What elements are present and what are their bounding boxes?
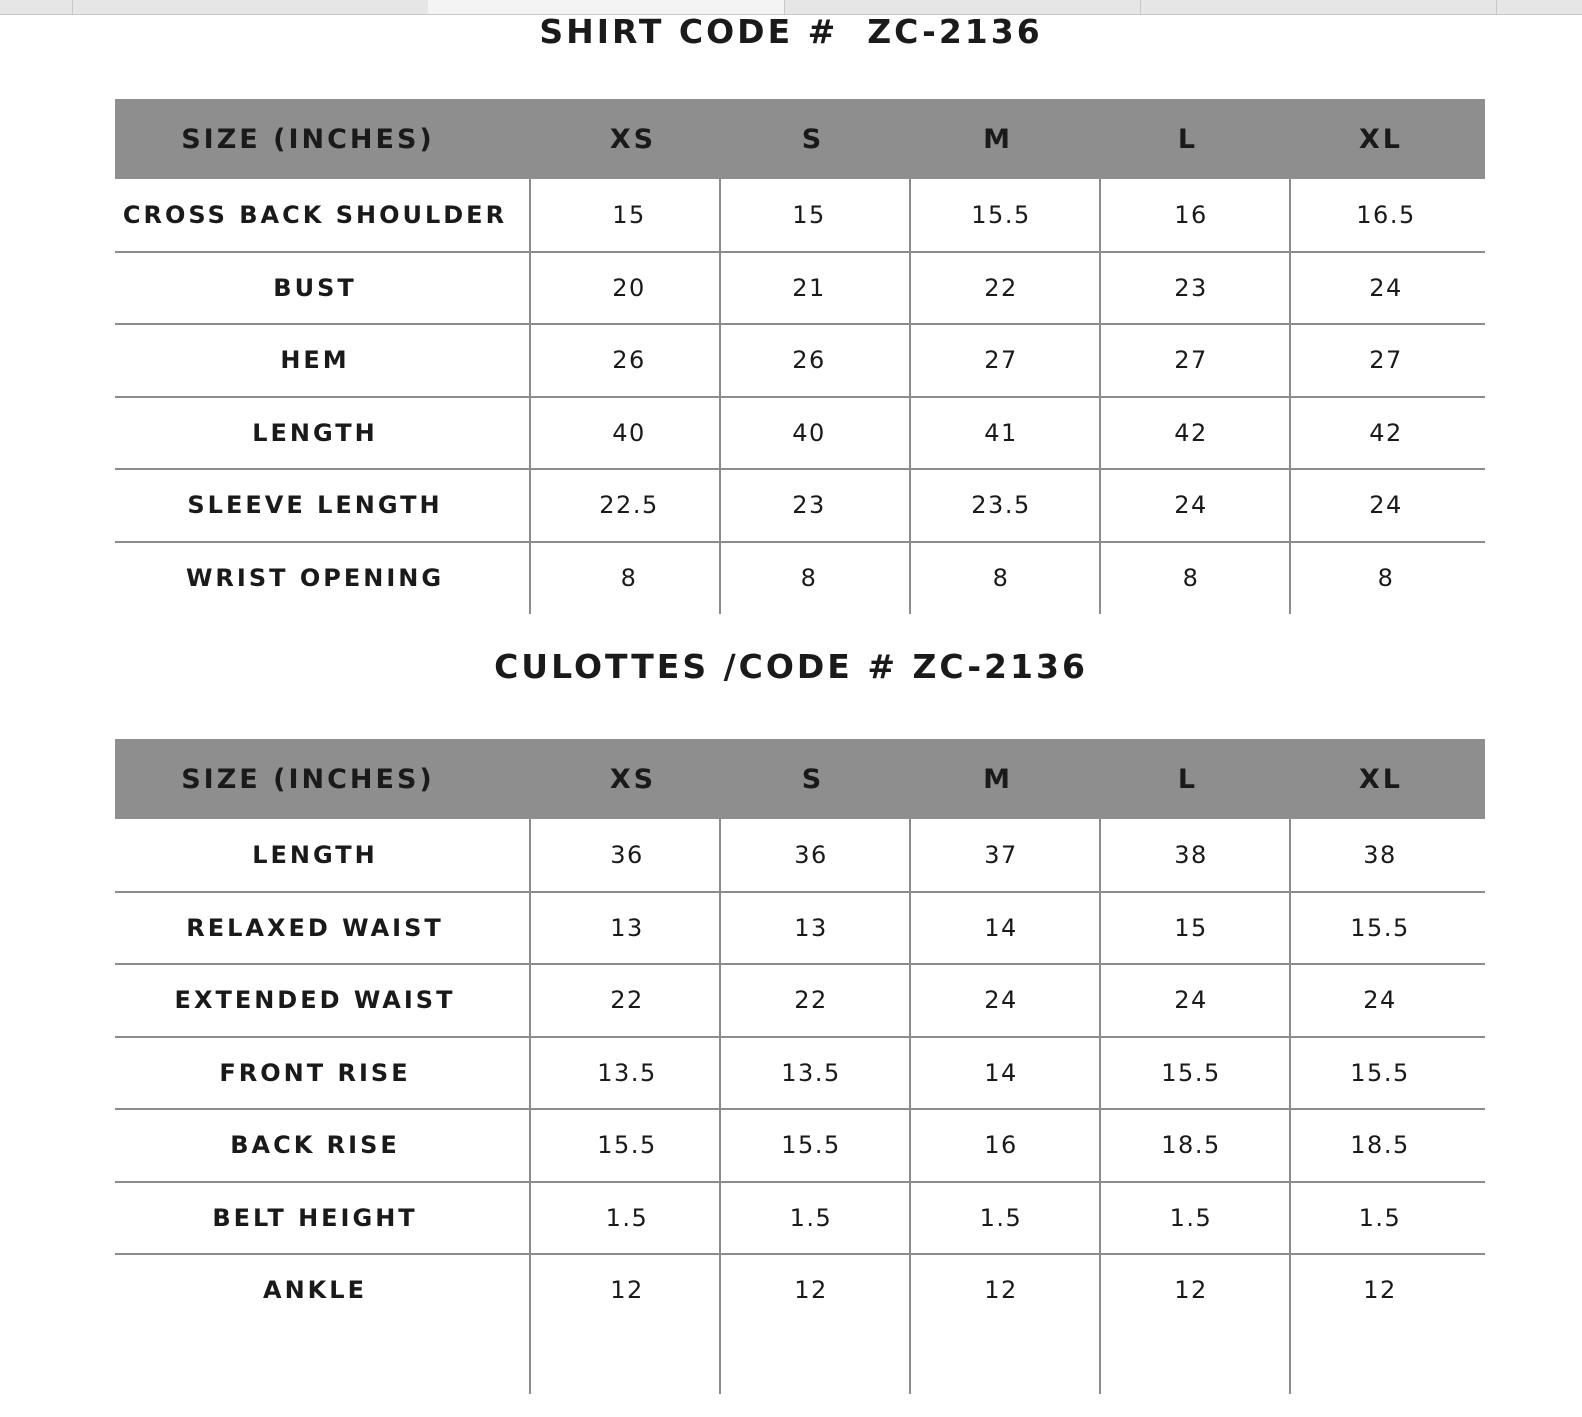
measurement-value: 12 <box>984 1276 1018 1305</box>
measurement-value: 1.5 <box>605 1203 649 1232</box>
measurement-value: 1.5 <box>789 1203 833 1232</box>
measurement-value: 8 <box>992 563 1010 592</box>
measurement-value: 15.5 <box>1350 913 1410 942</box>
measurement-label: WRIST OPENING <box>185 563 445 592</box>
table-row <box>115 397 1485 470</box>
measurement-value: 15 <box>612 201 646 230</box>
measurement-label: FRONT RISE <box>219 1058 411 1087</box>
measurement-value: 23 <box>1174 273 1208 302</box>
measurement-value: 22 <box>794 986 828 1015</box>
measurement-value: 20 <box>612 273 646 302</box>
measurement-label: ANKLE <box>263 1276 367 1305</box>
table-row <box>115 252 1485 325</box>
table-row <box>115 1109 1485 1182</box>
size-column-header: XS <box>609 123 657 155</box>
measurement-value: 15.5 <box>1350 1058 1410 1087</box>
measurement-label: HEM <box>280 346 350 375</box>
measurement-value: 40 <box>792 418 826 447</box>
measurement-value: 15 <box>792 201 826 230</box>
measurement-value: 38 <box>1363 841 1397 870</box>
measurement-value: 27 <box>984 346 1018 375</box>
measurement-value: 15.5 <box>597 1131 657 1160</box>
measurement-value: 23 <box>792 491 826 520</box>
header-row <box>115 99 1485 179</box>
size-column-header: M <box>983 123 1013 155</box>
measurement-value: 24 <box>984 986 1018 1015</box>
header-row <box>115 739 1485 819</box>
measurement-label: RELAXED WAIST <box>186 913 444 942</box>
measurement-value: 16.5 <box>1356 201 1416 230</box>
measurement-value: 38 <box>1174 841 1208 870</box>
table-row <box>115 892 1485 965</box>
measurement-value: 36 <box>794 841 828 870</box>
table-row <box>115 819 1485 892</box>
table-row <box>115 964 1485 1037</box>
measurement-value: 21 <box>792 273 826 302</box>
measurement-value: 1.5 <box>1358 1203 1402 1232</box>
measurement-label: CROSS BACK SHOULDER <box>122 201 508 230</box>
measurement-value: 27 <box>1369 346 1403 375</box>
measurement-value: 12 <box>1363 1276 1397 1305</box>
measurement-value: 12 <box>1174 1276 1208 1305</box>
table-row <box>115 179 1485 252</box>
measurement-value: 13 <box>794 913 828 942</box>
measurement-value: 16 <box>984 1131 1018 1160</box>
measurement-value: 12 <box>610 1276 644 1305</box>
shirt-size-table <box>115 99 1485 614</box>
size-column-header: L <box>1177 123 1199 155</box>
measurement-value: 24 <box>1174 986 1208 1015</box>
measurement-value: 8 <box>1182 563 1200 592</box>
measurement-label: BUST <box>273 273 357 302</box>
table-row <box>115 469 1485 542</box>
size-header: SIZE (INCHES) <box>181 763 435 795</box>
measurement-value: 24 <box>1369 273 1403 302</box>
measurement-value: 14 <box>984 1058 1018 1087</box>
size-column-header: M <box>983 763 1013 795</box>
measurement-label: BELT HEIGHT <box>212 1203 418 1232</box>
measurement-label: BACK RISE <box>230 1131 400 1160</box>
measurement-value: 16 <box>1174 201 1208 230</box>
measurement-value: 8 <box>620 563 638 592</box>
size-column-header: L <box>1177 763 1199 795</box>
measurement-value: 42 <box>1369 418 1403 447</box>
measurement-value: 36 <box>610 841 644 870</box>
measurement-value: 15.5 <box>971 201 1031 230</box>
measurement-value: 24 <box>1369 491 1403 520</box>
measurement-value: 13.5 <box>781 1058 841 1087</box>
measurement-value: 18.5 <box>1350 1131 1410 1160</box>
measurement-value: 8 <box>800 563 818 592</box>
measurement-value: 13.5 <box>597 1058 657 1087</box>
measurement-value: 40 <box>612 418 646 447</box>
measurement-value: 18.5 <box>1161 1131 1221 1160</box>
table-row <box>115 1037 1485 1110</box>
measurement-label: EXTENDED WAIST <box>174 986 456 1015</box>
measurement-value: 1.5 <box>979 1203 1023 1232</box>
measurement-value: 22.5 <box>599 491 659 520</box>
culottes-size-table <box>115 739 1485 1394</box>
measurement-value: 13 <box>610 913 644 942</box>
measurement-value: 24 <box>1174 491 1208 520</box>
measurement-value: 22 <box>984 273 1018 302</box>
table-row <box>115 1254 1485 1327</box>
measurement-value: 27 <box>1174 346 1208 375</box>
measurement-value: 22 <box>610 986 644 1015</box>
measurement-value: 15.5 <box>781 1131 841 1160</box>
measurement-value: 42 <box>1174 418 1208 447</box>
shirt-title: SHIRT CODE # ZC-2136 <box>539 12 1043 51</box>
measurement-value: 15.5 <box>1161 1058 1221 1087</box>
measurement-label: SLEEVE LENGTH <box>187 491 443 520</box>
measurement-value: 1.5 <box>1169 1203 1213 1232</box>
table-row <box>115 1182 1485 1255</box>
table-row <box>115 324 1485 397</box>
size-column-header: S <box>801 123 825 155</box>
size-column-header: XL <box>1358 763 1404 795</box>
measurement-value: 24 <box>1363 986 1397 1015</box>
measurement-label: LENGTH <box>252 418 378 447</box>
measurement-value: 41 <box>984 418 1018 447</box>
measurement-value: 15 <box>1174 913 1208 942</box>
size-column-header: S <box>801 763 825 795</box>
table-row <box>115 542 1485 615</box>
measurement-value: 12 <box>794 1276 828 1305</box>
measurement-value: 26 <box>612 346 646 375</box>
measurement-label: LENGTH <box>252 841 378 870</box>
size-header: SIZE (INCHES) <box>181 123 435 155</box>
size-column-header: XL <box>1358 123 1404 155</box>
measurement-value: 26 <box>792 346 826 375</box>
culottes-title: CULOTTES /CODE # ZC-2136 <box>494 647 1088 686</box>
measurement-value: 14 <box>984 913 1018 942</box>
measurement-value: 8 <box>1377 563 1395 592</box>
measurement-value: 23.5 <box>971 491 1031 520</box>
measurement-value: 37 <box>984 841 1018 870</box>
size-column-header: XS <box>609 763 657 795</box>
